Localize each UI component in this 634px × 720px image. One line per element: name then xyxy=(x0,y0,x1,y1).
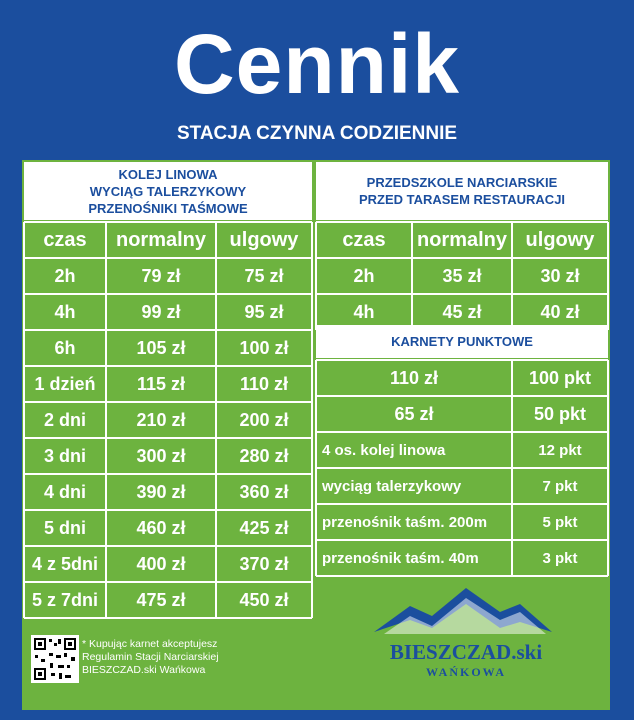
karnet-points: 50 pkt xyxy=(533,403,587,424)
logo-name: BIESZCZAD.ski xyxy=(389,640,543,664)
karnet-label: 110 zł xyxy=(389,367,439,388)
right-table-header xyxy=(316,162,608,220)
logo-place: WAŃKOWA xyxy=(425,665,506,679)
left-table-cell: 450 zł xyxy=(239,589,289,610)
page-title: Cennik xyxy=(173,17,461,111)
right-table-cell: 30 zł xyxy=(540,265,580,286)
right-table-cell: 45 zł xyxy=(442,301,482,322)
left-table-cell: 300 zł xyxy=(136,445,186,466)
right-header-line: PRZED TARASEM RESTAURACJI xyxy=(358,192,566,207)
left-column-header: ulgowy xyxy=(229,228,299,251)
right-column-header: normalny xyxy=(416,228,508,251)
left-table-cell: 6h xyxy=(54,337,76,358)
left-table-cell: 390 zł xyxy=(136,481,186,502)
karnet-points: 5 pkt xyxy=(542,513,578,531)
left-table-cell: 75 zł xyxy=(244,265,284,286)
left-table-cell: 105 zł xyxy=(136,337,186,358)
footnote-line: * Kupując karnet akceptujesz xyxy=(82,638,218,650)
left-table-cell: 1 dzień xyxy=(34,373,96,394)
left-table-cell: 2h xyxy=(54,265,76,286)
left-table-cell: 5 dni xyxy=(43,517,86,538)
left-table-cell: 4 dni xyxy=(43,481,86,502)
left-column-header: czas xyxy=(43,228,87,251)
karnety-header: KARNETY PUNKTOWE xyxy=(316,325,608,358)
left-table-cell: 210 zł xyxy=(136,409,186,430)
left-table-cell: 425 zł xyxy=(239,517,289,538)
left-table-cell: 3 dni xyxy=(43,445,86,466)
karnet-points: 7 pkt xyxy=(542,477,578,495)
karnet-label: przenośnik taśm. 40m xyxy=(322,549,479,567)
left-table-cell: 115 zł xyxy=(136,373,186,394)
right-table-cell: 2h xyxy=(353,265,375,286)
left-column-header: normalny xyxy=(115,228,207,251)
left-table-cell: 2 dni xyxy=(43,409,86,430)
left-table-cell: 100 zł xyxy=(239,337,289,358)
left-header-line: KOLEJ LINOWA xyxy=(118,166,218,182)
left-table-cell: 79 zł xyxy=(141,265,181,286)
page-subtitle: STACJA CZYNNA CODZIENNIE xyxy=(176,123,458,144)
karnet-label: wyciąg talerzykowy xyxy=(322,477,462,495)
left-table-cell: 4 z 5dni xyxy=(31,553,98,574)
footnote xyxy=(82,638,219,677)
footnote-line: Regulamin Stacji Narciarskiej xyxy=(82,651,219,663)
left-header-line: WYCIĄG TALERZYKOWY xyxy=(89,183,247,199)
left-table-cell: 95 zł xyxy=(244,301,284,322)
left-table-cell: 99 zł xyxy=(141,301,181,322)
left-table-cell: 370 zł xyxy=(239,553,289,574)
left-table-cell: 110 zł xyxy=(239,373,289,394)
right-header-line: PRZEDSZKOLE NARCIARSKIE xyxy=(366,175,558,190)
left-table-cell: 460 zł xyxy=(136,517,186,538)
left-table-cell: 200 zł xyxy=(239,409,289,430)
footnote-line: BIESZCZAD.ski Wańkowa xyxy=(82,664,206,676)
karnet-label: przenośnik taśm. 200m xyxy=(322,513,488,531)
right-table-cell: 35 zł xyxy=(442,265,482,286)
left-table-cell: 4h xyxy=(54,301,76,322)
left-table-cell: 280 zł xyxy=(239,445,289,466)
karnet-points: 100 pkt xyxy=(528,367,592,388)
karnet-label: 65 zł xyxy=(394,403,434,424)
karnet-points: 3 pkt xyxy=(542,549,578,567)
left-table-cell: 5 z 7dni xyxy=(31,589,98,610)
right-column-header: ulgowy xyxy=(525,228,595,251)
qr-code xyxy=(31,635,79,683)
right-table-cell: 4h xyxy=(353,301,375,322)
right-table-cell: 40 zł xyxy=(540,301,580,322)
right-column-header: czas xyxy=(342,228,386,251)
left-table-cell: 475 zł xyxy=(136,589,186,610)
left-table-cell: 360 zł xyxy=(239,481,289,502)
left-table-header xyxy=(24,162,312,220)
left-header-line: PRZENOŚNIKI TAŚMOWE xyxy=(88,200,248,216)
karnet-points: 12 pkt xyxy=(538,441,582,459)
karnet-label: 4 os. kolej linowa xyxy=(322,441,446,459)
left-table-cell: 400 zł xyxy=(136,553,186,574)
